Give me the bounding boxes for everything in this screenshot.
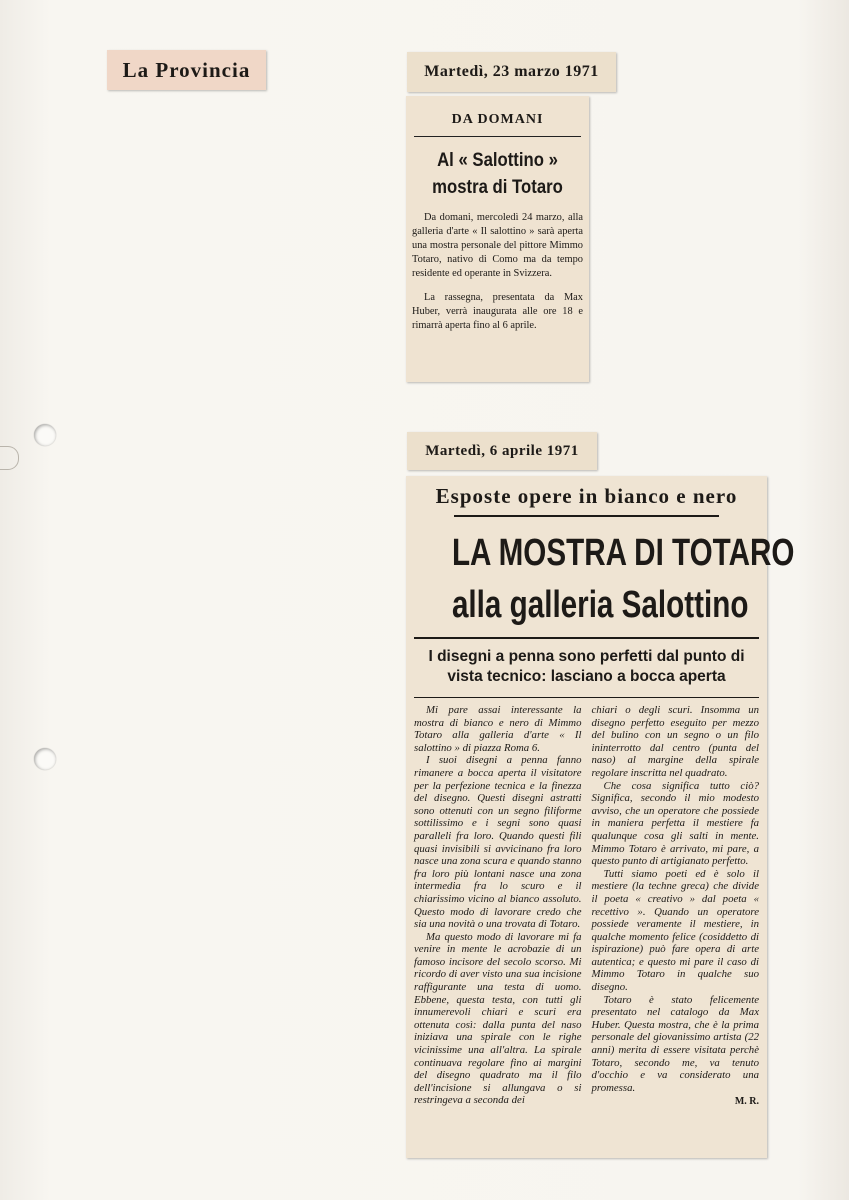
article1-kicker: DA DOMANI (451, 112, 544, 127)
article1-paragraph: La rassegna, presentata da Max Huber, verrà inaugurata alle ore 18 e rimarrà aperta fino al 6 aprile. (412, 292, 583, 331)
article2-paragraph: Tutti siamo poeti ed è solo il mestiere (la techne greca) che divide il poeta « creativo » dal poeta « recettivo ». Quando un operatore possiede veramente il mestiere, in qualche momento felice (cosiddetto di ispirazione) può fare opera di arte autentica; e questo mi pare il caso di Mimmo Totaro in qualche suo disegno. (591, 867, 759, 994)
article2-paragraph: Che cosa significa tutto ciò? Significa, secondo il mio modesto avviso, che un operatore che possiede in maniera perfetta il mestiere fa qualunque cosa gli salti in mente. Mimmo Totaro è arrivato, mi pare, a questo punto di artigianato perfetto. (591, 779, 759, 868)
clipping-article-first (406, 96, 589, 382)
article2-body (414, 704, 759, 1109)
article2-headline-line2: alla galleria Salottino (451, 584, 749, 626)
binder-hole-bottom (34, 748, 56, 770)
newspaper-name-label: La Provincia (107, 50, 266, 90)
article1-rule (414, 136, 581, 137)
article2-column-right (592, 704, 760, 1109)
article2-signature: M. R. (734, 1096, 759, 1108)
article2-paragraph: Totaro è stato felicemente presentato nel catalogo da Max Huber. Questa mostra, che è la prima personale del giovanissimo artista (22 anni) merita di essere visitata perchè Totaro, secondo me, va tenuto d'occhio e va considerato una promessa. (591, 993, 759, 1094)
article2-rule-middle (414, 637, 759, 639)
article1-title-line1: Al « Salottino » (437, 150, 558, 171)
article2-rule-bottom (414, 697, 759, 698)
clipping-date-first: Martedì, 23 marzo 1971 (407, 52, 616, 92)
article2-paragraph: chiari o degli scuri. Insomma un disegno perfetto eseguito per mezzo del bulino con un segno o un filo ininterrotto dal centro (punta del naso) al margine della spirale regolare inscritta nel quadrato. (591, 704, 759, 779)
binder-hole-edge (0, 446, 19, 470)
clipping-date-second: Martedì, 6 aprile 1971 (407, 432, 597, 470)
article2-paragraph: I suoi disegni a penna fanno rimanere a bocca aperta il visitatore per la perfezione tecnica e la finezza del disegno. Questi disegni astratti sono ottenuti con un segno filiforme sottilissimo e i segni sono quasi paralleli fra loro. Quando questi fili quasi invisibili si avvicinano fra loro nasce una zona scura e quando stanno fra loro più lontani nasce una zona intermedia fra lo scuro e il chiarissimo vicino al bianco assoluto. Questo modo di lavorare credo che sia una novità o una trovata di Totaro. (414, 754, 582, 931)
article2-subtitle: I disegni a penna sono perfetti dal punto di vista tecnico: lasciano a bocca aperta (428, 648, 745, 685)
article2-headline-line1: LA MOSTRA DI TOTARO (451, 532, 795, 574)
article1-body (412, 211, 583, 333)
article2-headline (414, 527, 795, 631)
article2-rule-top (454, 515, 719, 517)
article2-kicker: Esposte opere in bianco e nero (435, 484, 738, 508)
article1-title (422, 147, 572, 201)
article1-title-line2: mostra di Totaro (432, 177, 563, 198)
article2-paragraph: Mi pare assai interessante la mostra di bianco e nero di Mimmo Totaro alla galleria d'arte « Il salottino » di piazza Roma 6. (414, 704, 582, 754)
binder-hole-top (34, 424, 56, 446)
article2-column-left (414, 704, 582, 1109)
clipping-article-second (406, 476, 795, 1158)
article2-paragraph: Ma questo modo di lavorare mi fa venire in mente le acrobazie di un famoso incisore del secolo scorso. Mi ricordo di aver visto una sua incisione raffigurante una testa di uomo. Ebbene, questa testa, con tutti gli innumerevoli chiari e scuri era ottenuta così: dalla punta del naso iniziava una spirale con le righe vicinissime una all'altra. La spirale continuava regolare fino ai margini del disegno quadrato ma il filo dell'incisione si allungava o si restringeva a seconda dei (414, 930, 582, 1107)
article1-paragraph: Da domani, mercoledì 24 marzo, alla galleria d'arte « Il salottino » sarà aperta una mostra personale del pittore Mimmo Totaro, nativo di Como ma da tempo residente ed operante in Svizzera. (412, 212, 583, 279)
